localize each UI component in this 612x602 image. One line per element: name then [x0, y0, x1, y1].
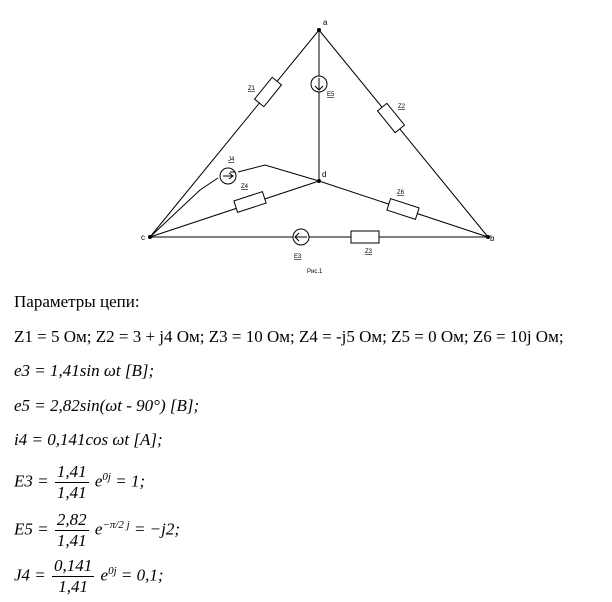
label-j4: J4: [228, 157, 235, 163]
circuit-diagram: [0, 0, 612, 285]
label-z1: Z1: [248, 86, 256, 92]
j4-exp: 0j: [108, 564, 117, 577]
label-node-c: c: [141, 233, 145, 242]
e3-num: 1,41: [56, 462, 87, 481]
branch-a-c: [150, 30, 319, 237]
label-node-a: a: [323, 18, 328, 27]
j4-fraction: [52, 556, 94, 597]
e5-den: 1,41: [56, 531, 87, 550]
e3-lhs: E3 =: [14, 471, 49, 491]
e5-lhs: E5 =: [14, 519, 49, 539]
resistor-z4: [234, 192, 266, 213]
e3-line: e3 = 1,41sin ωt [В];: [14, 361, 155, 380]
i4-line: i4 = 0,141cos ωt [А];: [14, 430, 163, 449]
j4-den: 1,41: [58, 577, 89, 596]
label-z3: Z3: [365, 249, 373, 255]
e5-exp: −π/2 j: [102, 518, 130, 531]
node-d: [317, 179, 321, 183]
e3-phasor-eq: E3 = $\frac{1,41}{1,41}$ $e^{0j} = 1$;: [14, 462, 146, 502]
e3-fraction: [55, 462, 89, 503]
j4-phasor-eq: J4 = $\frac{0,141}{1,41}$ $e^{0j} = 0,1$;: [14, 556, 164, 596]
e3-exp: 0j: [102, 470, 111, 483]
e5-phasor-eq: E5 = $\frac{2,82}{1,41}$ $e^{-\pi/2 j} = -j2$;: [14, 510, 181, 550]
resistor-z6: [387, 199, 419, 220]
params-heading: Параметры цепи:: [14, 292, 140, 311]
label-e3: E3: [294, 254, 302, 260]
e5-fraction: [55, 510, 89, 551]
resistor-z3: [351, 231, 379, 243]
j4-lhs: J4 =: [14, 565, 46, 585]
label-node-d: d: [322, 170, 327, 179]
label-node-b: b: [490, 234, 495, 243]
j4-num: 0,141: [54, 556, 93, 575]
e5-rhs: = −j2;: [133, 519, 181, 539]
e3-den: 1,41: [56, 483, 87, 502]
figure-caption: Рис.1: [307, 269, 323, 275]
label-z4: Z4: [241, 184, 249, 190]
node-a: [317, 28, 321, 32]
e3-rhs: = 1;: [115, 471, 146, 491]
node-c: [148, 235, 152, 239]
impedances-line: Z1 = 5 Ом; Z2 = 3 + j4 Ом; Z3 = 10 Ом; Z4 = -j5 Ом; Z5 = 0 Ом; Z6 = 10j Ом;: [14, 327, 564, 346]
branch-d-c: [150, 181, 319, 237]
label-z2: Z2: [398, 104, 406, 110]
e5-num: 2,82: [56, 510, 87, 529]
label-z6: Z6: [397, 190, 405, 196]
j4-rhs: = 0,1;: [120, 565, 164, 585]
label-e5: E5: [327, 92, 335, 98]
resistor-z1: [255, 77, 282, 106]
e5-line: e5 = 2,82sin(ωt - 90°) [В];: [14, 396, 200, 415]
